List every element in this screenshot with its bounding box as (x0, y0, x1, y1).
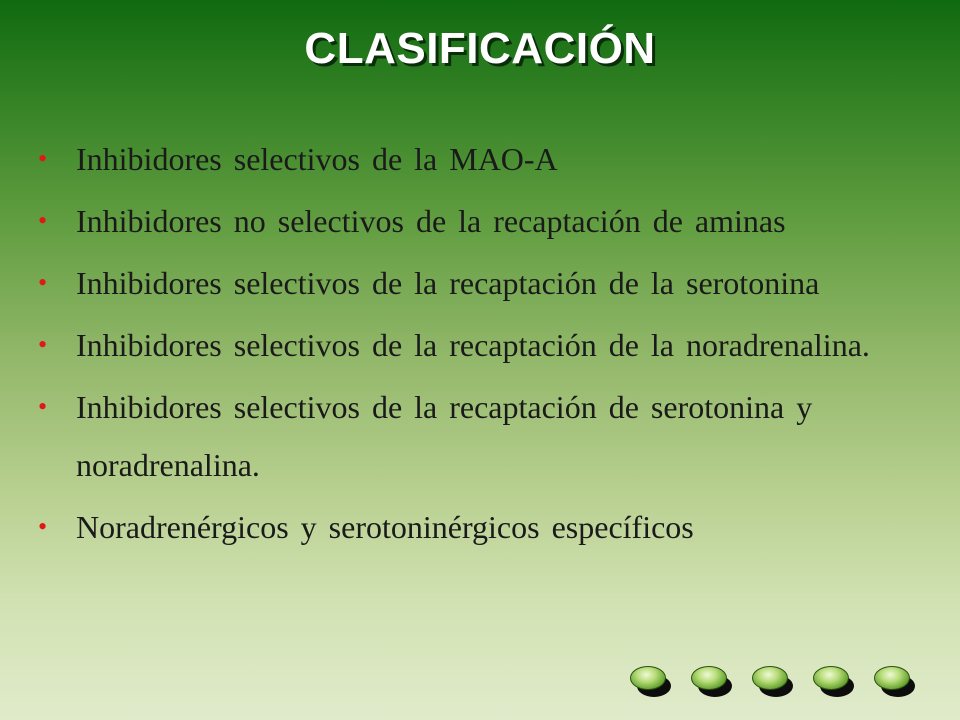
green-oval-button-icon (874, 666, 910, 690)
bullet-text: Noradrenérgicos y serotoninérgicos específicos (76, 509, 694, 545)
bullet-text: Inhibidores selectivos de la recaptación de serotonina y noradrenalina. (76, 389, 813, 483)
nav-button-4[interactable] (813, 666, 851, 694)
nav-button-group (630, 666, 912, 694)
green-oval-button-icon (813, 666, 849, 690)
nav-button-5[interactable] (874, 666, 912, 694)
bullet-item (38, 254, 938, 312)
bullet-item (38, 192, 938, 250)
nav-button-2[interactable] (691, 666, 729, 694)
bullet-dot-icon: • (38, 392, 48, 421)
bullet-text: Inhibidores selectivos de la MAO-A (76, 141, 558, 177)
green-oval-button-icon (752, 666, 788, 690)
bullet-dot-icon: • (38, 330, 48, 359)
bullet-text: Inhibidores no selectivos de la recaptación de aminas (76, 203, 786, 239)
bullet-dot-icon: • (38, 268, 48, 297)
bullet-dot-icon: • (38, 144, 48, 173)
bullet-item (38, 378, 938, 494)
bullet-dot-icon: • (38, 206, 48, 235)
nav-button-3[interactable] (752, 666, 790, 694)
green-oval-button-icon (691, 666, 727, 690)
bullet-list (38, 130, 938, 560)
nav-button-1[interactable] (630, 666, 668, 694)
bullet-text: Inhibidores selectivos de la recaptación de la noradrenalina. (76, 327, 870, 363)
slide-title: CLASIFICACIÓN (304, 24, 656, 73)
green-oval-button-icon (630, 666, 666, 690)
bullet-item (38, 130, 938, 188)
bullet-item (38, 316, 938, 374)
bullet-item (38, 498, 938, 556)
bullet-text: Inhibidores selectivos de la recaptación de la serotonina (76, 265, 820, 301)
bullet-dot-icon: • (38, 512, 48, 541)
